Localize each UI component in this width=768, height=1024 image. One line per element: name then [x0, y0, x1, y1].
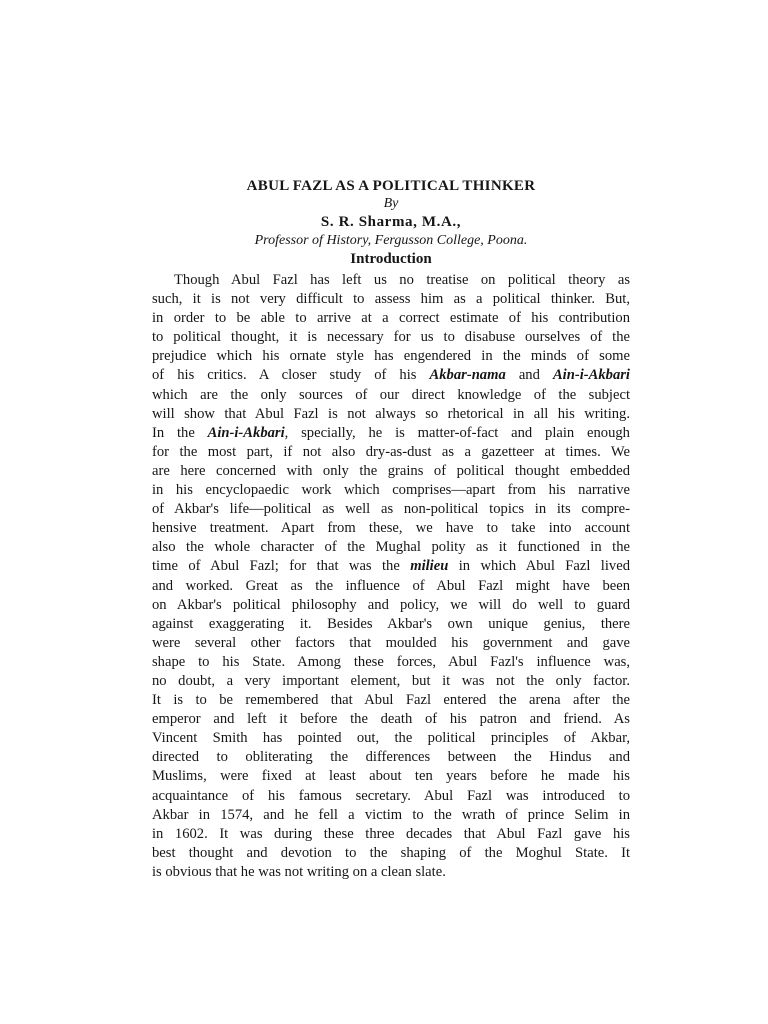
text-line: It is to be remembered that Abul Fazl entered the arena after the: [152, 692, 630, 709]
text-line: emperor and left it before the death of his patron and friend. As: [152, 711, 630, 728]
author-name: S. R. Sharma, M.A.,: [320, 214, 462, 230]
text-line: such, it is not very difficult to assess him as a political thinker. But,: [152, 291, 630, 308]
text-line: which are the only sources of our direct knowledge of the subject: [152, 386, 630, 403]
article-header: [152, 177, 630, 269]
body-paragraph: [152, 271, 630, 882]
text-line: no doubt, a very important element, but it was not the only factor.: [152, 672, 630, 689]
text-line: for the most part, if not also dry-as-dust as a gazetteer at times. We: [152, 443, 630, 460]
text-line: and worked. Great as the influence of Abul Fazl might have been: [152, 577, 630, 594]
text-line: of his critics. A closer study of his Akbar-nama and Ain-i-Akbari: [152, 367, 630, 384]
text-line: shape to his State. Among these forces, Abul Fazl's influence was,: [152, 653, 630, 670]
byline: By: [383, 196, 399, 211]
text-line: in 1602. It was during these three decades that Abul Fazl gave his: [152, 825, 630, 842]
text-line: hensive treatment. Apart from these, we have to take into account: [152, 520, 630, 537]
text-line: acquaintance of his famous secretary. Abul Fazl was introduced to: [152, 787, 630, 804]
text-line: Akbar in 1574, and he fell a victim to the wrath of prince Selim in: [152, 806, 630, 823]
author-affiliation: Professor of History, Fergusson College, Poona.: [254, 233, 528, 248]
text-line: to political thought, it is necessary for us to disabuse ourselves of the: [152, 329, 630, 346]
article-title: ABUL FAZL AS A POLITICAL THINKER: [246, 178, 536, 194]
text-line: Vincent Smith has pointed out, the political principles of Akbar,: [152, 730, 630, 747]
text-line: time of Abul Fazl; for that was the milieu in which Abul Fazl lived: [152, 558, 630, 575]
text-line: were several other factors that moulded his government and gave: [152, 634, 630, 651]
text-line: of Akbar's life—political as well as non-political topics in its compre-: [152, 501, 630, 518]
text-line: also the whole character of the Mughal polity as it functioned in the: [152, 539, 630, 556]
text-line: Though Abul Fazl has left us no treatise on political theory as: [174, 272, 630, 288]
text-line: against exaggerating it. Besides Akbar's own unique genius, there: [152, 615, 630, 632]
text-line: will show that Abul Fazl is not always so rhetorical in all his writing.: [152, 405, 630, 422]
text-line: Muslims, were fixed at least about ten years before he made his: [152, 768, 630, 785]
text-line: prejudice which his ornate style has engendered in the minds of some: [152, 348, 630, 365]
text-line: In the Ain-i-Akbari, specially, he is matter-of-fact and plain enough: [152, 424, 630, 441]
text-line: best thought and devotion to the shaping of the Moghul State. It: [152, 844, 630, 861]
text-line: in his encyclopaedic work which comprises—apart from his narrative: [152, 482, 630, 499]
text-line: are here concerned with only the grains of political thought embedded: [152, 462, 630, 479]
text-line: is obvious that he was not writing on a clean slate.: [152, 863, 446, 880]
text-line: in order to be able to arrive at a correct estimate of his contribution: [152, 310, 630, 327]
text-line: on Akbar's political philosophy and policy, we will do well to guard: [152, 596, 630, 613]
section-heading: Introduction: [350, 251, 432, 267]
text-line: directed to obliterating the differences between the Hindus and: [152, 749, 630, 766]
